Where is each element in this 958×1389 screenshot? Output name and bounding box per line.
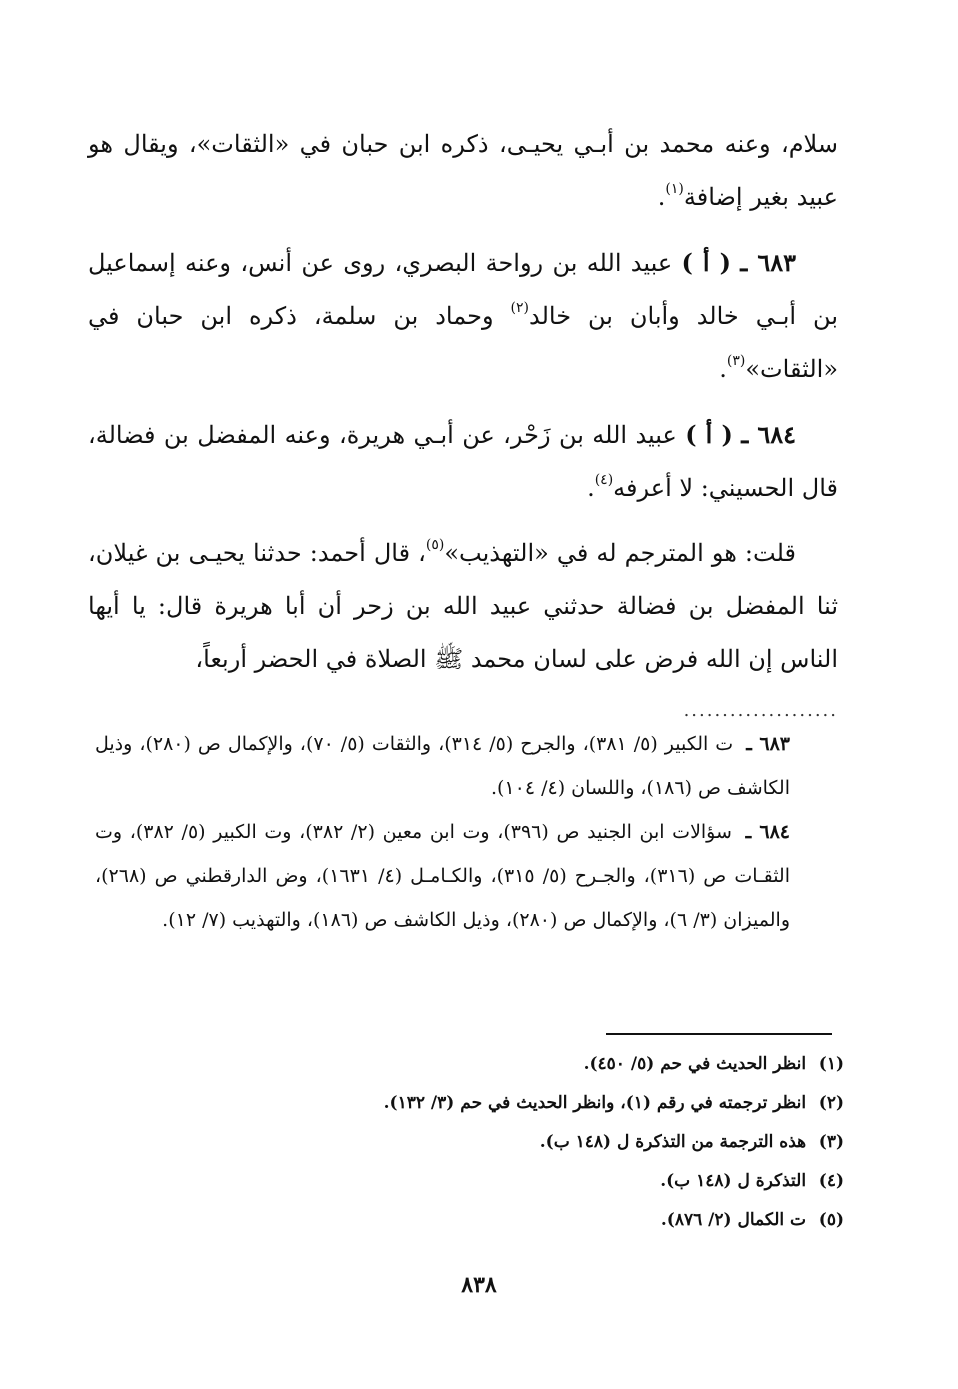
footnote-divider [606, 1033, 832, 1035]
note-text: قلت: هو المترجم له في «التهذيب» [444, 539, 797, 567]
source-entry [95, 722, 790, 810]
source-number: ٦٨٤ ـ [745, 821, 790, 843]
footnote-text: انظر الحديث في حم (٥/ ٤٥٠). [583, 1054, 807, 1074]
footnotes [200, 1045, 844, 1240]
author-note [88, 527, 838, 686]
source-text: سؤالات ابن الجنيد ص (٣٩٦)، وت ابن معين (٢/ ٣٨٢)، وت الكبير (٥/ ٣٨٢)، وت الثقـات ص (٣١٦)، والجـرح (٥/ ٣١٥)، والكـامـل (٤/ ١٦٣١)، وض الدارقطني ص (٢٦٨)، والميزان (٣/ ٦)، والإكمال ص (٢٨٠)، وذيل الكاشف ص (١٨٦)، والتهذيب (٧/ ١٢). [95, 821, 790, 931]
footnote-text: انظر ترجمته في رقم (١)، وانظر الحديث في حم (٣/ ١٣٢). [383, 1093, 807, 1113]
entry-mark: ( أ ) [681, 248, 731, 277]
footnote [200, 1201, 844, 1240]
footnote [200, 1123, 844, 1162]
entry-684 [88, 408, 838, 515]
source-entry [95, 810, 790, 942]
footnote-text: هذه الترجمة من التذكرة ل (١٤٨ ب). [539, 1132, 807, 1152]
sources-list [95, 722, 790, 942]
footnote [200, 1162, 844, 1201]
source-number: ٦٨٣ ـ [746, 733, 790, 755]
footnote-ref: (٣) [726, 353, 746, 369]
note-text: ، قال أحمد: حدثنا يحيـى بن غيلان، ثنا المفضل بن فضالة حدثني عبيد الله بن زحر أن أبا هريرة قال: يا أيها الناس إن الله فرض على لسان محمد ﷺ الصلاة في الحضر أربعاً، [88, 539, 838, 673]
entry-number: ٦٨٣ ـ [740, 248, 796, 277]
footnote-text: التذكرة ل (١٤٨ ب). [660, 1171, 807, 1191]
footnote [200, 1045, 844, 1084]
footnote-number: (١) [818, 1054, 844, 1074]
separator-dots: .................... [683, 700, 838, 721]
paragraph-continuation [88, 118, 838, 224]
footnote-ref: (٢) [510, 300, 529, 316]
page-number: ٨٣٨ [461, 1272, 497, 1298]
entry-text: عبيد الله بن زَحْر، عن أبـي هريرة، وعنه المفضل بن فضالة، قال الحسيني: لا أعرفه [88, 421, 838, 502]
footnote-number: (٣) [818, 1132, 844, 1152]
entry-text: وحماد بن سلمة، ذكره ابن حبان في «الثقات» [88, 302, 838, 383]
footnote-ref: (١) [665, 181, 684, 197]
entry-number: ٦٨٤ ـ [741, 420, 796, 449]
main-text [88, 118, 838, 698]
footnote-number: (٢) [818, 1093, 844, 1113]
paragraph-text: . [657, 183, 666, 211]
entry-683 [88, 236, 838, 396]
paragraph-text: سلام، وعنه محمد بن أبـي يحيـى، ذكره ابن حبان في «الثقات»، ويقال هو عبيد بغير إضافة [88, 130, 838, 211]
footnote [200, 1084, 844, 1123]
entry-mark: ( أ ) [685, 420, 733, 449]
footnote-ref: (٤) [594, 472, 614, 488]
source-text: ت الكبير (٥/ ٣٨١)، والجرح (٥/ ٣١٤)، والثقات (٥/ ٧٠)، والإكمال ص (٢٨٠)، وذيل الكاشف ص (١٨٦)، واللسان (٤/ ١٠٤). [95, 733, 790, 799]
entry-text: . [587, 474, 595, 502]
entry-text: . [719, 355, 727, 383]
footnote-number: (٥) [818, 1210, 844, 1230]
entry-text: عبيد الله بن رواحة البصري، روى عن أنس، وعنه إسماعيل بن أبـي خالد وأبان بن خالد [88, 249, 838, 330]
footnote-number: (٤) [818, 1171, 844, 1191]
footnote-ref: (٥) [425, 537, 445, 553]
footnote-text: ت الكمال (٢/ ٨٧٦). [660, 1210, 807, 1230]
